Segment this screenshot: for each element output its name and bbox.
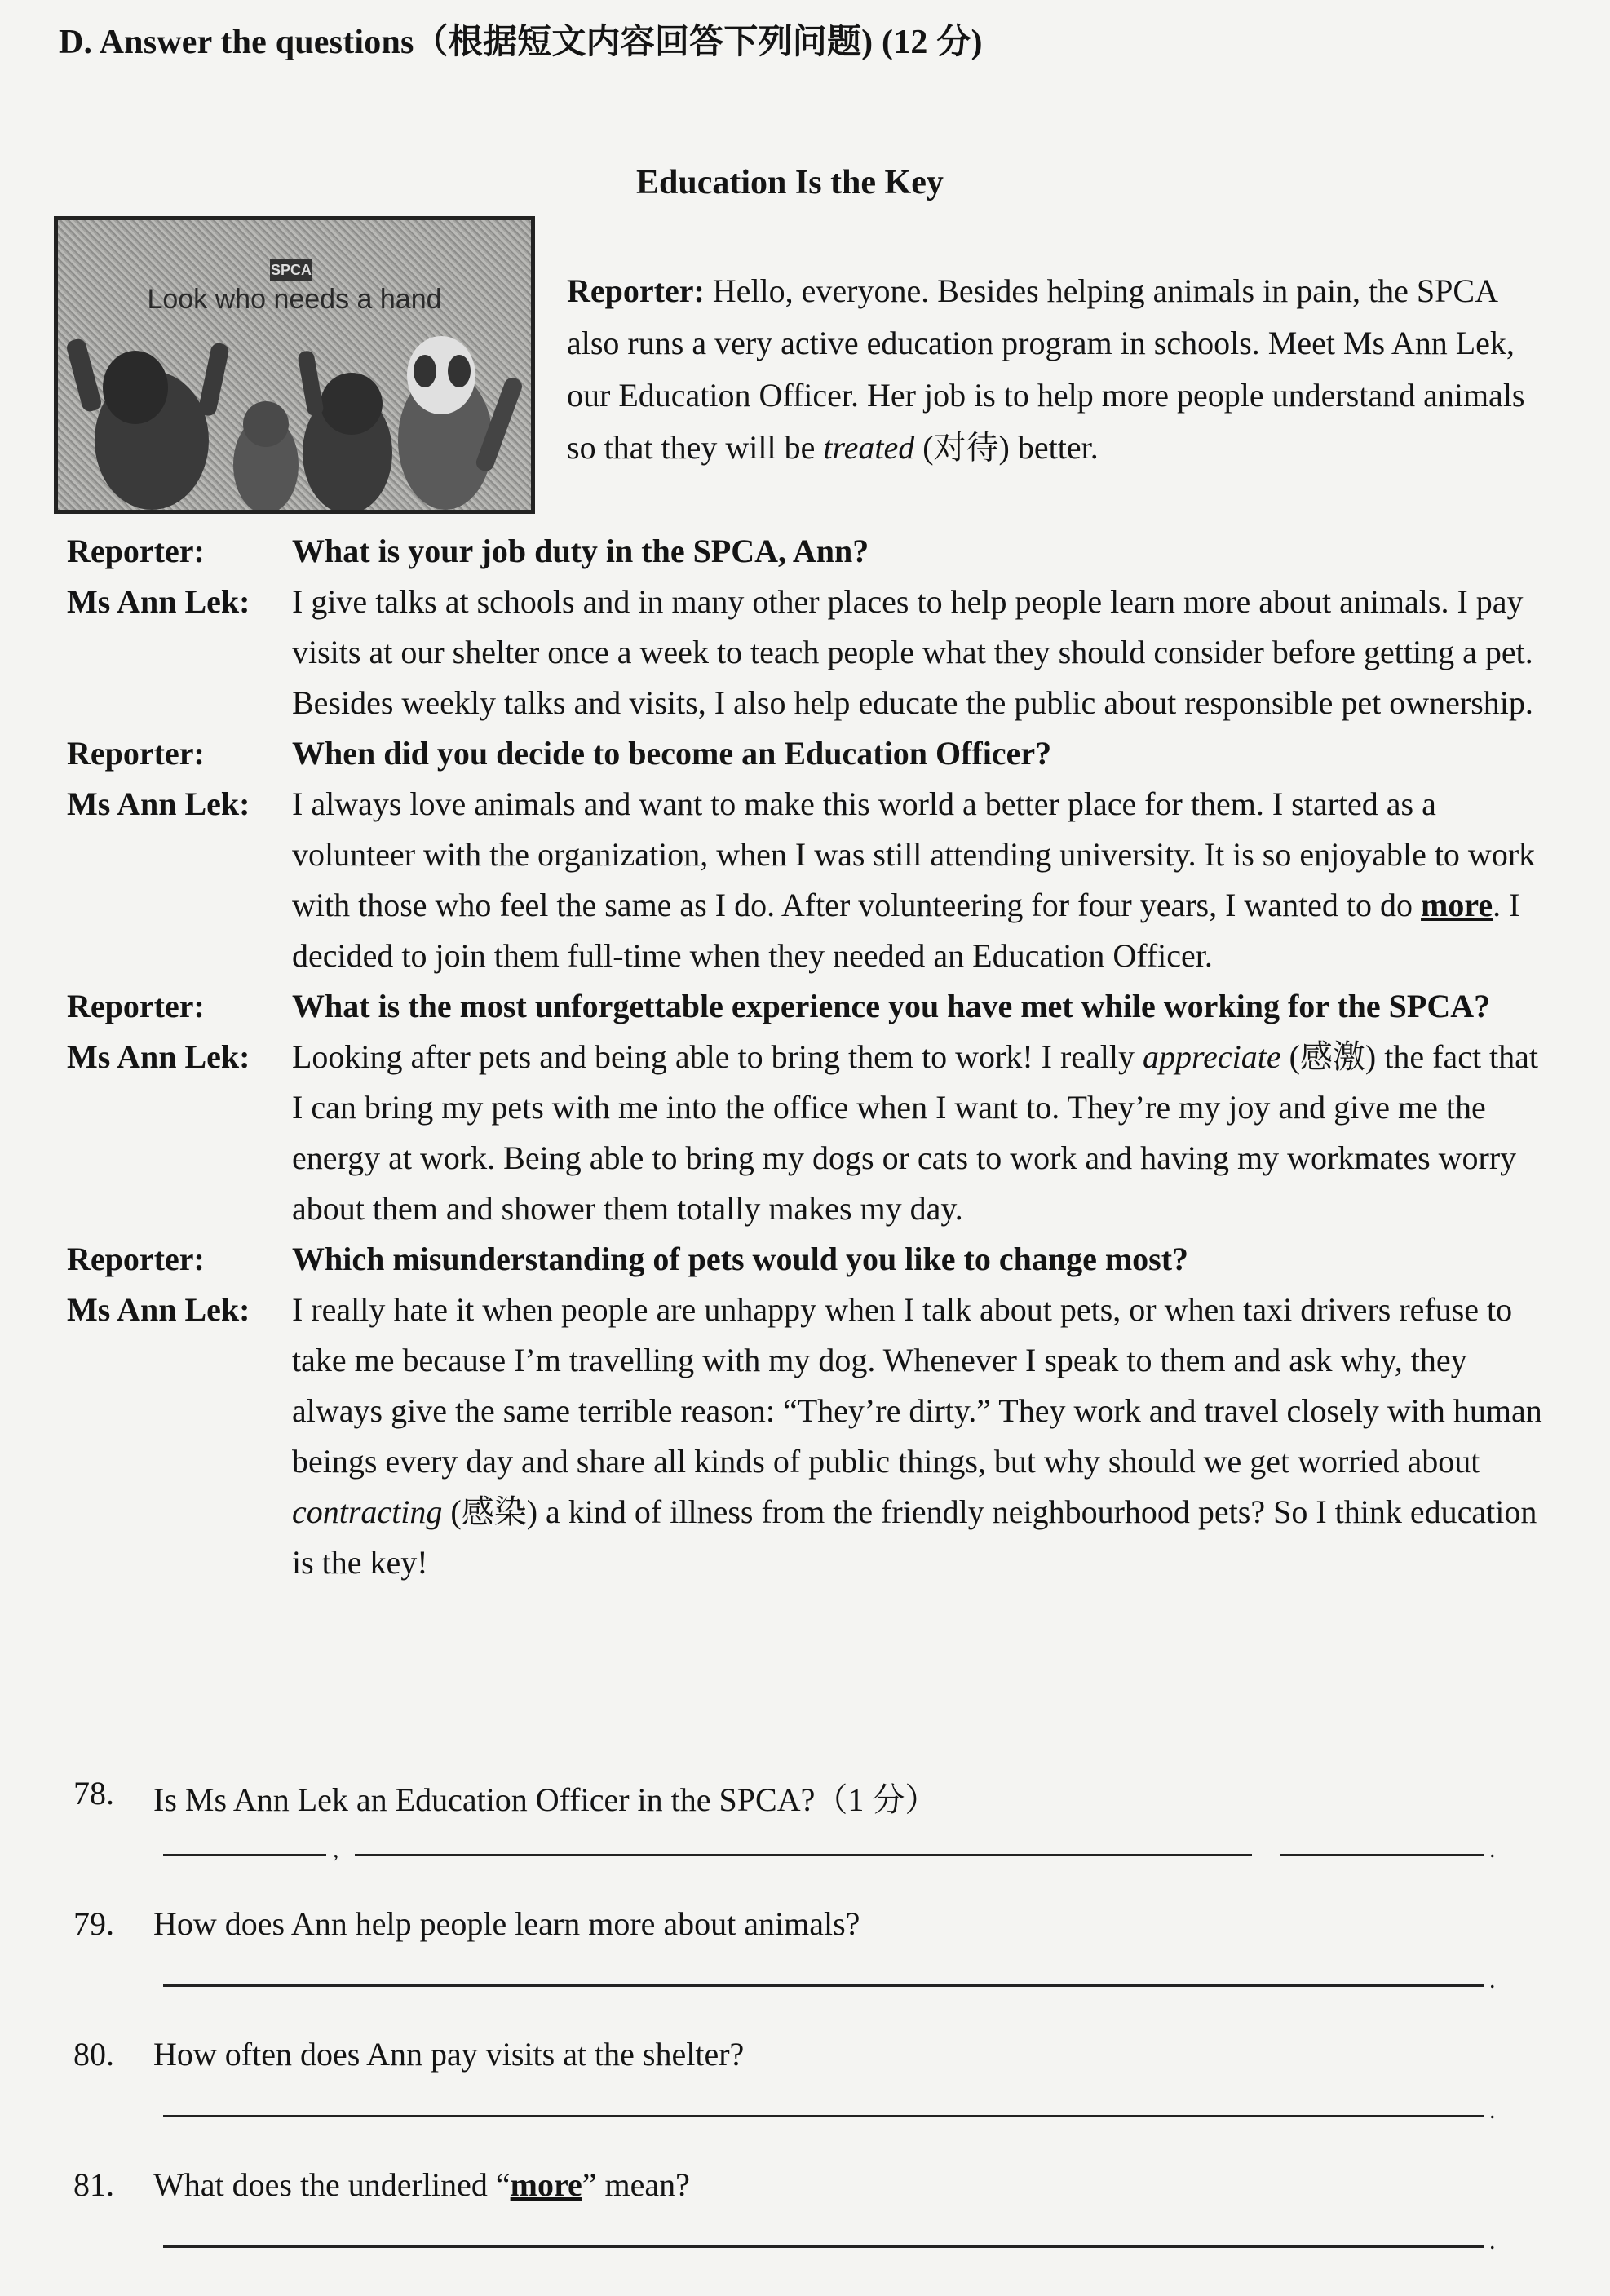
speaker-label: Ms Ann Lek:	[67, 583, 250, 620]
speaker-label: Reporter:	[67, 533, 205, 569]
dialogue-turn	[67, 1032, 1551, 1234]
question-number: 81.	[73, 2166, 114, 2203]
intro-paragraph	[567, 265, 1546, 474]
photo-caption: Look who needs a hand	[147, 284, 442, 315]
speaker-label: Ms Ann Lek:	[67, 1038, 250, 1075]
questions-list	[73, 1774, 1533, 2296]
intro-text-before: Hello, everyone. Besides helping animals in pain, the SPCA also runs a very active education program in schools. Meet Ms Ann Lek, our Education Officer. Her job is to help more people understand animals so that they will be	[567, 272, 1525, 466]
question-number: 79.	[73, 1905, 114, 1942]
answer-blank[interactable]	[163, 2245, 1484, 2248]
speaker-label: Ms Ann Lek:	[67, 785, 250, 822]
answer-period: .	[1489, 2097, 1496, 2124]
italic-word-appreciate: appreciate	[1143, 1038, 1281, 1075]
dialogue-turn	[67, 1285, 1551, 1588]
question-number: 80.	[73, 2036, 114, 2073]
ann-answer	[292, 779, 1551, 981]
photo-badge: SPCA	[270, 262, 312, 278]
dialogue-turn	[67, 1234, 1551, 1285]
answer-text-after: (感染) a kind of illness from the friendly neighbourhood pets? So I think education is the key!	[292, 1493, 1537, 1581]
answer-blank-short[interactable]	[163, 1854, 326, 1856]
dialogue-turn	[67, 779, 1551, 981]
question-text-before: What does the underlined “	[153, 2166, 511, 2203]
intro-speaker: Reporter:	[567, 272, 705, 309]
dialogue-turn	[67, 981, 1551, 1032]
answer-text-after: (感激) the fact that I can bring my pets with me into the office when I want to. They’re my joy and give me the energy at work. Being able to bring my dogs or cats to work and having my workmates worry about them and shower them totally makes my day.	[292, 1038, 1539, 1227]
answer-text-before: Looking after pets and being able to bring them to work! I really	[292, 1038, 1143, 1075]
intro-italic-word: treated	[823, 429, 915, 466]
answer-text-after: . I decided to join them full-time when they needed an Education Officer.	[292, 887, 1520, 974]
question-number: 78.	[73, 1775, 114, 1812]
speaker-label: Reporter:	[67, 735, 205, 772]
animals-silhouette	[65, 336, 524, 510]
interview-dialogue	[67, 526, 1551, 1588]
question-text	[153, 2165, 1533, 2296]
answer-blank[interactable]	[163, 2115, 1484, 2117]
spca-photo	[54, 216, 535, 514]
question-78	[73, 1774, 1533, 1904]
ann-answer	[292, 1032, 1551, 1234]
reporter-question: Which misunderstanding of pets would you like to change most?	[292, 1241, 1189, 1277]
reporter-question: What is your job duty in the SPCA, Ann?	[292, 533, 869, 569]
question-text: Is Ms Ann Lek an Education Officer in the SPCA?（1 分）	[153, 1781, 938, 1818]
answer-blank-end[interactable]	[1280, 1854, 1484, 1856]
answer-period: .	[1489, 1836, 1496, 1863]
question-text: How does Ann help people learn more about animals?	[153, 1905, 860, 1942]
ann-answer	[292, 1285, 1551, 1588]
reporter-question: What is the most unforgettable experience you have met while working for the SPCA?	[292, 988, 1491, 1024]
answer-period: .	[1489, 1966, 1496, 1993]
answer-text-before: I really hate it when people are unhappy when I talk about pets, or when taxi drivers refuse to take me because I’m travelling with my dog. Whenever I speak to them and ask why, they always give the same terrible reason: “They’re dirty.” They work and travel closely with human beings every day and share all kinds of public things, but why should we get worried about	[292, 1291, 1542, 1480]
question-81	[73, 2165, 1533, 2296]
question-text-after: ” mean?	[582, 2166, 690, 2203]
intro-text-after: (对待) better.	[914, 429, 1099, 466]
dialogue-turn	[67, 728, 1551, 779]
answer-comma: ,	[333, 1836, 339, 1863]
speaker-label: Ms Ann Lek:	[67, 1291, 250, 1328]
underlined-word-more: more	[1421, 887, 1493, 923]
answer-period: .	[1489, 2227, 1496, 2254]
dialogue-turn	[67, 526, 1551, 577]
ann-answer: I give talks at schools and in many other places to help people learn more about animals. I pay visits at our shelter once a week to teach people what they should consider before getting a pet. Besides weekly talks and visits, I also help educate the public about responsible pet ownership.	[292, 583, 1533, 721]
answer-blank-long[interactable]	[355, 1854, 1252, 1856]
question-text: How often does Ann pay visits at the shelter?	[153, 2036, 745, 2073]
question-79	[73, 1904, 1533, 2035]
question-80	[73, 2035, 1533, 2165]
dialogue-turn	[67, 577, 1551, 728]
passage-title: Education Is the Key	[636, 164, 944, 201]
underlined-word-more: more	[510, 2166, 582, 2203]
italic-word-contracting: contracting	[292, 1493, 443, 1530]
speaker-label: Reporter:	[67, 1241, 205, 1277]
answer-blank[interactable]	[163, 1984, 1484, 1987]
section-heading: D. Answer the questions（根据短文内容回答下列问题) (12 分)	[59, 24, 983, 61]
answer-text-before: I always love animals and want to make this world a better place for them. I started as a volunteer with the organization, when I was still attending university. It is so enjoyable to work with those who feel the same as I do. After volunteering for four years, I wanted to do	[292, 785, 1536, 923]
reporter-question: When did you decide to become an Education Officer?	[292, 735, 1052, 772]
speaker-label: Reporter:	[67, 988, 205, 1024]
